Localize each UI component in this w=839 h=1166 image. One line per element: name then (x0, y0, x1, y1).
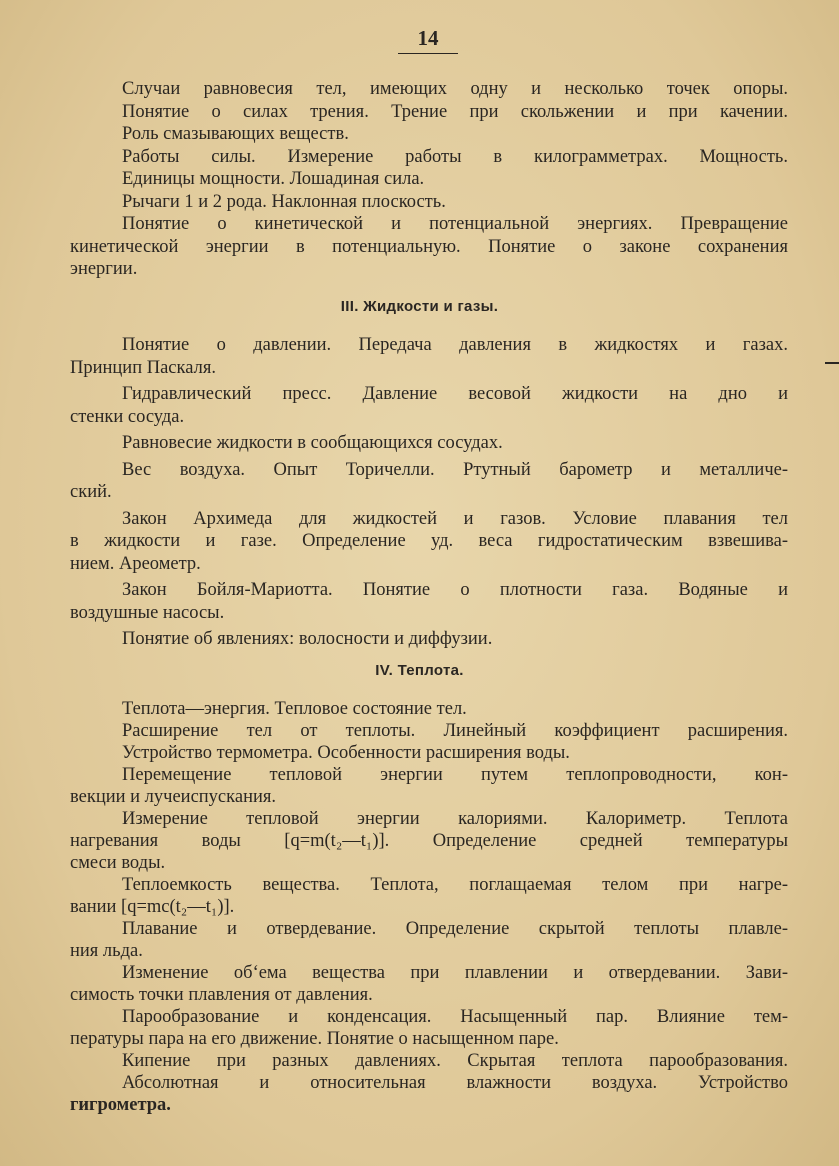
text-line: Измерение тепловой энергии калориями. Калориметр. Теплота (122, 809, 788, 829)
text-line: Плавание и отвердевание. Определение скрытой теплоты плавле- (122, 919, 788, 939)
margin-mark (825, 362, 839, 380)
text-line: Закон Архимеда для жидкостей и газов. Условие плавания тел (122, 508, 788, 529)
text-line: симость точки плавления от давления. (70, 985, 373, 1005)
text-line: Роль смазывающих веществ. (122, 124, 349, 144)
text-line: энергии. (70, 259, 138, 279)
text-line: Понятие об явлениях: волосности и диффузии. (122, 629, 493, 649)
text-line: Понятие о давлении. Передача давления в жидкостях и газах. (122, 335, 788, 355)
text-line: стенки сосуда. (70, 406, 185, 427)
text-line: Устройство термометра. Особенности расширения воды. (122, 743, 570, 763)
text-line: Равновесие жидкости в сообщающихся сосудах. (122, 433, 503, 453)
section-heading-liquids-gases: III. Жидкости и газы. (340, 298, 499, 315)
text-line: Рычаги 1 и 2 рода. Наклонная плоскость. (122, 191, 446, 212)
section-heading-heat: IV. Теплота. (375, 662, 464, 679)
text-line: в жидкости и газе. Определение уд. веса гидростатическим взвешива- (70, 531, 788, 551)
text-line: Случаи равновесия тел, имеющих одну и несколько точек опоры. (122, 79, 788, 99)
text-line: Понятие о кинетической и потенциальной энергиях. Превращение (122, 214, 788, 234)
text-line: Гидравлический пресс. Давление весовой жидкости на дно и (122, 384, 788, 404)
text-line: Понятие о силах трения. Трение при скольжении и при качении. (122, 101, 788, 122)
text-line: кинетической энергии в потенциальную. Понятие о законе сохранения (70, 236, 788, 257)
page-number: 14 (398, 26, 458, 54)
text-line: воздушные насосы. (70, 602, 225, 623)
text-line: ский. (70, 482, 112, 502)
text-line: Расширение тел от теплоты. Линейный коэффициент расширения. (122, 721, 788, 741)
section-mechanics-continued (70, 78, 788, 281)
text-line: Кипение при разных давлениях. Скрытая теплота парообразования. (122, 1051, 788, 1071)
section-liquids-gases (70, 334, 788, 651)
text-line: Абсолютная и относительная влажности воздуха. Устройство (122, 1073, 788, 1093)
text-line: Единицы мощности. Лошадиная сила. (122, 169, 425, 189)
text-line: Теплоемкость вещества. Теплота, поглащаемая телом при нагре- (122, 875, 788, 895)
text-line: векции и лучеиспускания. (70, 787, 277, 807)
text-line: Работы силы. Измерение работы в килограмметрах. Мощность. (122, 146, 788, 167)
text-line: смеси воды. (70, 853, 166, 873)
text-line: ния льда. (70, 941, 143, 961)
text-line: Изменение об‘ема вещества при плавлении и отвердевании. Зави- (122, 963, 788, 983)
text-line: Перемещение тепловой энергии путем теплопроводности, кон- (122, 765, 788, 785)
text-line: Теплота—энергия. Тепловое состояние тел. (122, 699, 467, 719)
text-line: гигрометра. (70, 1095, 171, 1115)
text-line: пературы пара на его движение. Понятие о насыщенном паре. (70, 1029, 559, 1049)
text-line: Принцип Паскаля. (70, 357, 216, 378)
text-line: нием. Ареометр. (70, 553, 201, 574)
text-line: Закон Бойля-Мариотта. Понятие о плотности газа. Водяные и (122, 580, 788, 600)
text-line: Вес воздуха. Опыт Торичелли. Ртутный барометр и металличе- (122, 459, 788, 480)
section-heat (70, 698, 788, 1116)
text-line: вании [q=mc(t₂—t₁)]. (70, 897, 235, 917)
text-line: нагревания воды [q=m(t₂—t₁)]. Определение средней температуры (70, 831, 788, 851)
text-line: Парообразование и конденсация. Насыщенный пар. Влияние тем- (122, 1007, 788, 1027)
